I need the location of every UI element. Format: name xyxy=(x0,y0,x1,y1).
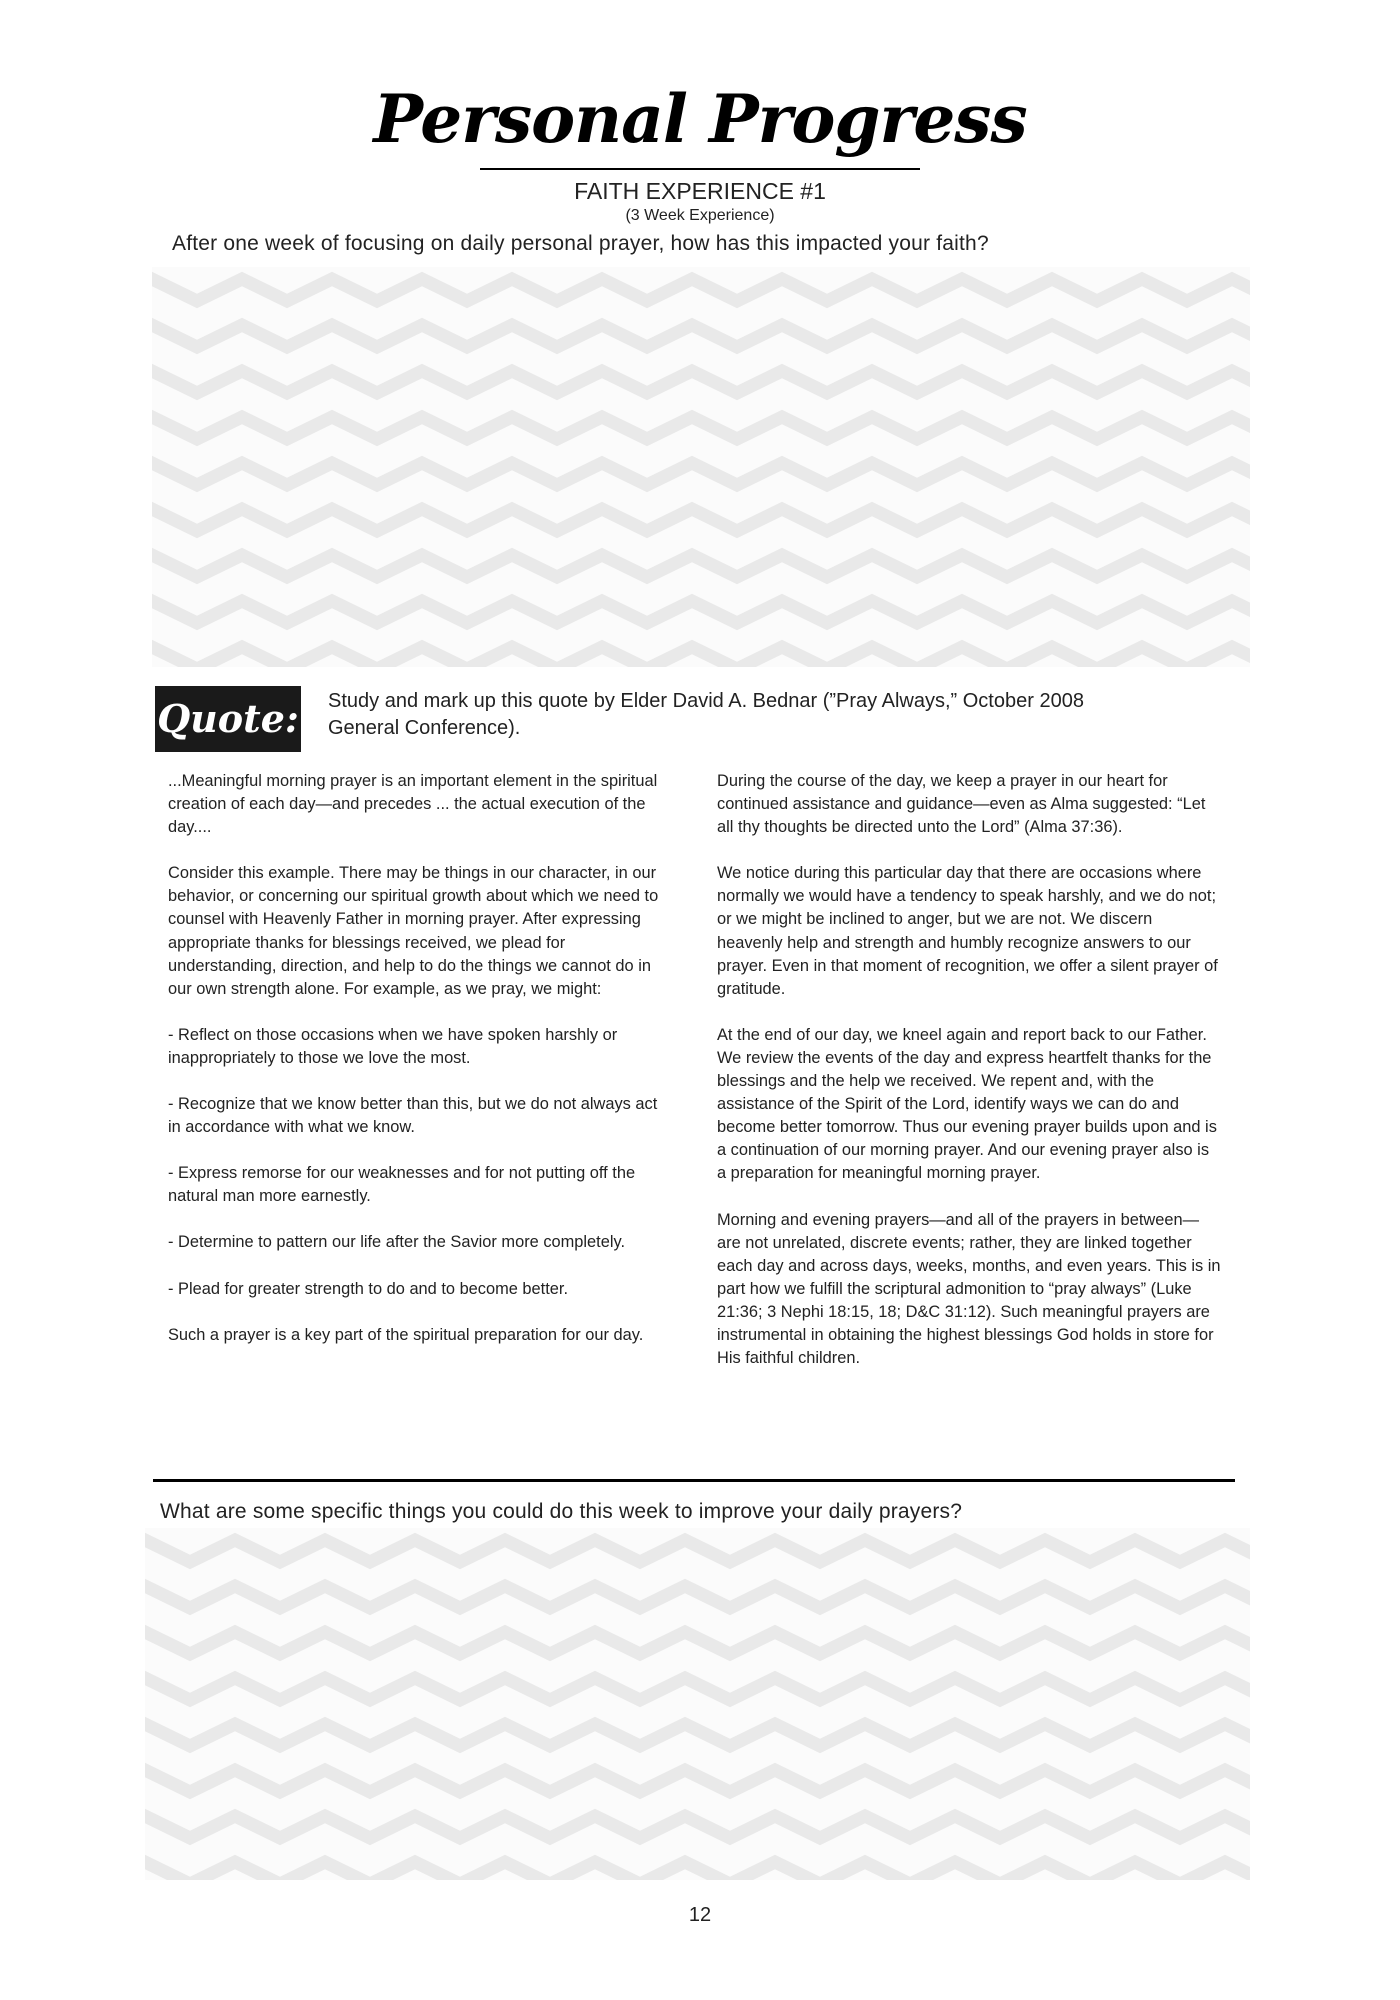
quote-paragraph: - Reflect on those occasions when we have spoken harshly or inappropriately to those we love the most. xyxy=(168,1025,618,1067)
chevron-pattern-2 xyxy=(145,1528,1250,1880)
quote-paragraph: During the course of the day, we keep a prayer in our heart for continued assistance and guidance—even as Alma suggested: “Let all thy thoughts be directed unto the Lord” (Alma 37:36). xyxy=(717,772,1206,837)
quote-column-right xyxy=(717,770,1222,1393)
title-underline xyxy=(480,168,920,170)
quote-paragraph: ...Meaningful morning prayer is an important element in the spiritual creation of each day—and precedes ... the actual execution of the day.... xyxy=(168,772,658,837)
quote-paragraph: Such a prayer is a key part of the spiritual preparation for our day. xyxy=(168,1325,644,1344)
reflection-question-1: After one week of focusing on daily personal prayer, how has this impacted your faith? xyxy=(172,232,989,255)
page-number: 12 xyxy=(688,1904,712,1926)
chevron-pattern-1 xyxy=(152,267,1250,667)
reflection-question-2: What are some specific things you could do this week to improve your daily prayers? xyxy=(160,1500,963,1523)
page-title: Personal Progress xyxy=(373,80,1027,158)
quote-badge: Quote: xyxy=(155,686,301,752)
quote-paragraph: At the end of our day, we kneel again and report back to our Father. We review the events of the day and express heartfelt thanks for the blessings and the help we received. We repent and, with the assistance of the Spirit of the Lord, identify ways we can do and become better tomorrow. Thus our evening prayer builds upon and is a continuation of our morning prayer. And our evening prayer also is a preparation for meaningful morning prayer. xyxy=(717,1025,1217,1183)
quote-paragraph: Morning and evening prayers—and all of the prayers in between—are not unrelated, discrete events; rather, they are linked together each day and across days, weeks, months, and even years. This is in part how we fulfill the scriptural admonition to “pray always” (Luke 21:36; 3 Nephi 18:15, 18; D&C 31:12). Such meaningful prayers are instrumental in obtaining the highest blessings God holds in store for His faithful children. xyxy=(717,1210,1221,1368)
writing-area-1[interactable] xyxy=(152,267,1250,667)
section-divider xyxy=(153,1479,1235,1482)
section-subnote: (3 Week Experience) xyxy=(625,207,775,224)
quote-column-left xyxy=(168,770,673,1370)
quote-paragraph: - Plead for greater strength to do and to become better. xyxy=(168,1279,568,1298)
quote-paragraph: - Determine to pattern our life after the Savior more completely. xyxy=(168,1233,626,1252)
quote-paragraph: We notice during this particular day that there are occasions where normally we would have a tendency to speak harshly, and we do not; or we might be inclined to anger, but we are not. We discern heavenly help and strength and humbly recognize answers to our prayer. Even in that moment of recognition, we offer a silent prayer of gratitude. xyxy=(717,864,1218,998)
quote-paragraph: - Recognize that we know better than this, but we do not always act in accordance with what we know. xyxy=(168,1095,658,1137)
writing-area-2[interactable] xyxy=(145,1528,1250,1880)
section-subtitle: FAITH EXPERIENCE #1 xyxy=(574,178,826,204)
quote-intro: Study and mark up this quote by Elder David A. Bednar (”Pray Always,” October 2008 General Conference). xyxy=(328,690,1084,739)
quote-paragraph: Consider this example. There may be things in our character, in our behavior, or concerning our spiritual growth about which we need to counsel with Heavenly Father in morning prayer. After expressing appropriate thanks for blessings received, we plead for understanding, direction, and help to do the things we cannot do in our own strength alone. For example, as we pray, we might: xyxy=(168,864,659,998)
quote-paragraph: - Express remorse for our weaknesses and for not putting off the natural man more earnestly. xyxy=(168,1164,636,1206)
